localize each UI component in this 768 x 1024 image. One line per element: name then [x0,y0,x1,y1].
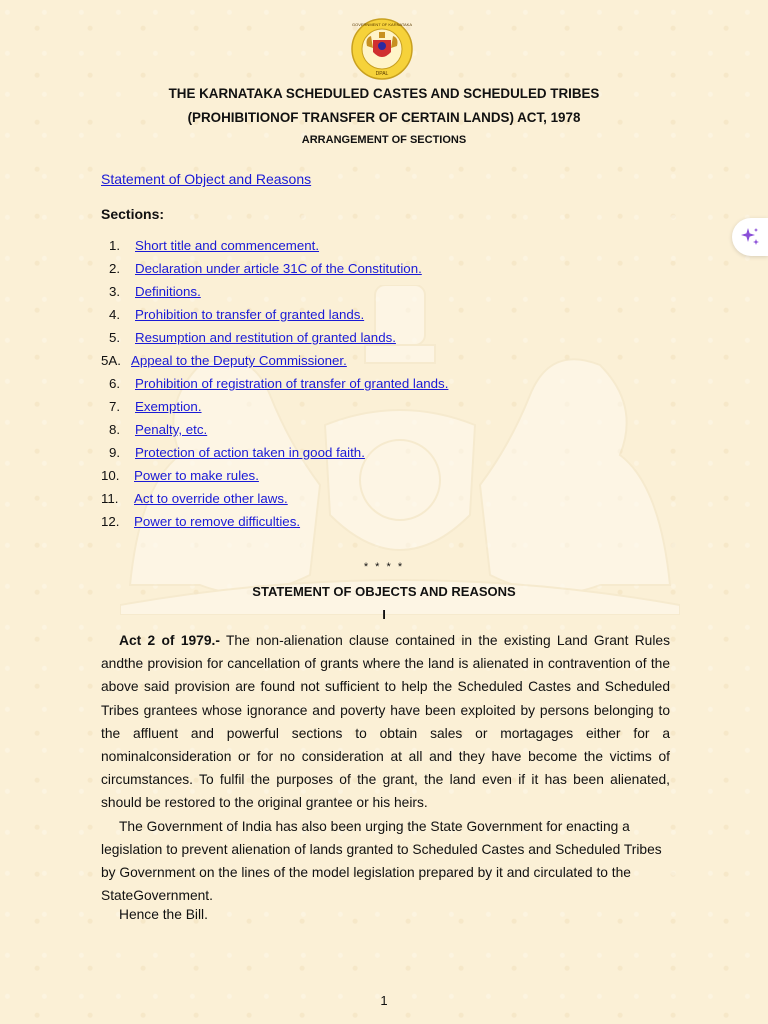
seal-top-text: GOVERNMENT OF KARNATAKA [351,22,413,27]
act-reference: Act 2 of 1979.- [119,633,220,648]
section-link-3[interactable]: Definitions. [135,284,201,299]
list-item [101,443,448,466]
section-number: 7. [109,399,121,414]
list-item [101,397,448,420]
section-link-1[interactable]: Short title and commencement. [135,238,320,253]
statement-heading: STATEMENT OF OBJECTS AND REASONS [252,584,516,599]
section-number: 5. [109,330,121,345]
list-item [101,236,448,259]
list-item [101,259,448,282]
closing-line: Hence the Bill. [119,907,208,922]
section-number: 4. [109,307,121,322]
section-link-11[interactable]: Act to override other laws. [134,491,288,506]
section-link-5[interactable]: Resumption and restitution of granted lands. [135,330,396,345]
sparkle-icon [739,226,761,248]
act-title-line1: THE KARNATAKA SCHEDULED CASTES AND SCHEDULED TRIBES [168,86,600,101]
paragraph-1 [101,629,670,815]
karnataka-seal-icon [349,18,415,80]
list-item [101,489,448,512]
section-link-7[interactable]: Exemption. [135,399,202,414]
statement-roman-numeral: I [382,607,386,622]
paragraph-1-text: The non-alienation clause contained in the existing Land Grant Rules andthe provision for cancellation of grants where the land is alienated in contravention of the above said provision are found not sufficient to help the Scheduled Castes and Scheduled Tribes grantees whose ignorance and poverty have been exploited by persons belonging to the affluent and powerful sections to obtain sales or mortagages either for a nominalconsideration or for no consideration at all and they have become the victims of circumstances. To fulfil the purposes of the grant, the land even if it has been alienated, should be restored to the original grantee or his heirs. [101,633,670,811]
list-item [101,374,448,397]
section-number: 9. [109,445,121,460]
sections-list [101,236,448,535]
section-number: 6. [109,376,121,391]
section-number: 2. [109,261,121,276]
section-link-2[interactable]: Declaration under article 31C of the Constitution. [135,261,422,276]
list-item [101,351,448,374]
section-number: 12. [101,514,120,529]
section-number: 10. [101,468,120,483]
statement-of-objects-link[interactable]: Statement of Object and Reasons [101,171,312,187]
separator: * * * * [363,561,405,573]
section-link-4[interactable]: Prohibition to transfer of granted lands. [135,307,365,322]
list-item [101,466,448,489]
ai-assistant-button[interactable] [732,218,768,256]
section-number: 3. [109,284,121,299]
section-number: 11. [101,491,119,506]
section-link-5a[interactable]: Appeal to the Deputy Commissioner. [131,353,347,368]
section-link-8[interactable]: Penalty, etc. [135,422,208,437]
list-item [101,328,448,351]
sections-heading: Sections: [101,206,165,222]
section-number: 5A. [101,353,121,368]
act-title-line2: (PROHIBITIONOF TRANSFER OF CERTAIN LANDS) ACT, 1978 [187,110,581,125]
paragraph-2: The Government of India has also been urging the State Government for enacting a legislation to prevent alienation of lands granted to Scheduled Castes and Scheduled Tribes by Government on the lines of the model legislation prepared by it and circulated to the StateGovernment. [101,818,662,904]
statement-body [101,629,670,907]
list-item [101,512,448,535]
list-item [101,420,448,443]
list-item [101,305,448,328]
section-link-6[interactable]: Prohibition of registration of transfer of granted lands. [135,376,449,391]
section-link-12[interactable]: Power to remove difficulties. [134,514,301,529]
section-number: 1. [109,238,121,253]
section-number: 8. [109,422,121,437]
seal-bottom-text: DPAL [375,71,389,77]
arrangement-heading: ARRANGEMENT OF SECTIONS [301,134,467,146]
section-link-10[interactable]: Power to make rules. [134,468,259,483]
page-number: 1 [380,993,388,1008]
section-link-9[interactable]: Protection of action taken in good faith. [135,445,365,460]
list-item [101,282,448,305]
